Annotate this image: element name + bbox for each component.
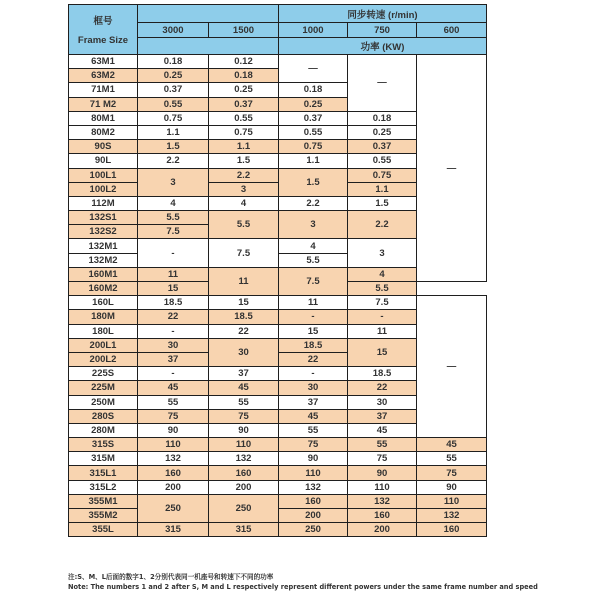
frame-cell: 100L2 xyxy=(69,182,138,196)
power-750: 2.2 xyxy=(348,211,417,239)
power-750: 200 xyxy=(348,523,417,537)
power-3000: 132 xyxy=(138,452,209,466)
power-3000: - xyxy=(138,239,209,267)
frame-cell: 315M xyxy=(69,452,138,466)
frame-cell: 132S2 xyxy=(69,225,138,239)
power-1000: 18.5 xyxy=(279,338,348,352)
power-600: 75 xyxy=(417,466,487,480)
power-750: 75 xyxy=(348,452,417,466)
power-1500: 1.5 xyxy=(209,154,279,168)
power-3000: 0.25 xyxy=(138,69,209,83)
power-750: 3 xyxy=(348,239,417,267)
power-1000: 1.5 xyxy=(279,168,348,196)
power-3000: 1.5 xyxy=(138,140,209,154)
frame-size-header-en: Frame Size xyxy=(77,35,129,46)
power-3000: 250 xyxy=(138,494,209,522)
power-750: 22 xyxy=(348,381,417,395)
power-1500: 18.5 xyxy=(209,310,279,324)
frame-cell: 160L xyxy=(69,296,138,310)
power-3000: 4 xyxy=(138,196,209,210)
frame-cell: 315L2 xyxy=(69,480,138,494)
speed-750: 750 xyxy=(348,23,417,38)
power-3000: 2.2 xyxy=(138,154,209,168)
power-750: 37 xyxy=(348,409,417,423)
table-row xyxy=(69,438,487,452)
power-1000: - xyxy=(279,310,348,324)
power-header-blank xyxy=(138,38,279,55)
power-1000: 45 xyxy=(279,409,348,423)
power-3000: - xyxy=(138,367,209,381)
power-3000: 15 xyxy=(138,282,209,296)
frame-cell: 80M1 xyxy=(69,111,138,125)
power-1000: - xyxy=(279,367,348,381)
frame-size-header xyxy=(69,5,138,55)
power-1000: 30 xyxy=(279,381,348,395)
power-1500: 4 xyxy=(209,196,279,210)
power-1000: 0.55 xyxy=(279,125,348,139)
power-1500: 15 xyxy=(209,296,279,310)
power-3000: 55 xyxy=(138,395,209,409)
power-3000: 110 xyxy=(138,438,209,452)
power-1000: 7.5 xyxy=(279,267,348,295)
power-750: 5.5 xyxy=(348,282,417,296)
frame-cell: 160M1 xyxy=(69,267,138,281)
power-1000: 55 xyxy=(279,423,348,437)
power-1000: 160 xyxy=(279,494,348,508)
power-750: 132 xyxy=(348,494,417,508)
power-600: 45 xyxy=(417,438,487,452)
power-1000: — xyxy=(279,55,348,83)
power-1500: 315 xyxy=(209,523,279,537)
table-row xyxy=(69,494,487,508)
speed-600: 600 xyxy=(417,23,487,38)
frame-cell: 180M xyxy=(69,310,138,324)
power-750: 7.5 xyxy=(348,296,417,310)
speed-1500: 1500 xyxy=(209,23,279,38)
power-750: 110 xyxy=(348,480,417,494)
frame-cell: 112M xyxy=(69,196,138,210)
power-3000: 160 xyxy=(138,466,209,480)
power-1500: 45 xyxy=(209,381,279,395)
speed-3000: 3000 xyxy=(138,23,209,38)
power-3000: 30 xyxy=(138,338,209,352)
power-1500: 0.25 xyxy=(209,83,279,97)
power-750: 0.25 xyxy=(348,125,417,139)
power-600: 160 xyxy=(417,523,487,537)
power-600: — xyxy=(417,55,487,282)
power-3000: 18.5 xyxy=(138,296,209,310)
power-1000: 4 xyxy=(279,239,348,253)
power-1500: 110 xyxy=(209,438,279,452)
power-750: 0.75 xyxy=(348,168,417,182)
power-1000: 11 xyxy=(279,296,348,310)
table-row xyxy=(69,523,487,537)
power-600: 132 xyxy=(417,509,487,523)
power-3000: 0.75 xyxy=(138,111,209,125)
speed-1000: 1000 xyxy=(279,23,348,38)
power-3000: 11 xyxy=(138,267,209,281)
power-1000: 37 xyxy=(279,395,348,409)
power-1000: 250 xyxy=(279,523,348,537)
frame-cell: 100L1 xyxy=(69,168,138,182)
frame-cell: 355L xyxy=(69,523,138,537)
frame-cell: 315S xyxy=(69,438,138,452)
power-1000: 15 xyxy=(279,324,348,338)
power-1000: 110 xyxy=(279,466,348,480)
power-750: 1.1 xyxy=(348,182,417,196)
power-1500: 37 xyxy=(209,367,279,381)
power-1500: 0.18 xyxy=(209,69,279,83)
frame-cell: 63M1 xyxy=(69,55,138,69)
power-3000: 45 xyxy=(138,381,209,395)
power-1000: 1.1 xyxy=(279,154,348,168)
frame-size-header-cn: 框号 xyxy=(93,16,113,27)
frame-cell: 315L1 xyxy=(69,466,138,480)
power-header: 功率 (KW) xyxy=(279,38,487,55)
power-1000: 22 xyxy=(279,352,348,366)
frame-cell: 132S1 xyxy=(69,211,138,225)
power-750: 45 xyxy=(348,423,417,437)
power-1500: 11 xyxy=(209,267,279,295)
power-750: 90 xyxy=(348,466,417,480)
power-1500: 160 xyxy=(209,466,279,480)
power-1500: 200 xyxy=(209,480,279,494)
power-600: — xyxy=(417,296,487,438)
power-1000: 75 xyxy=(279,438,348,452)
power-750: - xyxy=(348,310,417,324)
power-1500: 7.5 xyxy=(209,239,279,267)
power-3000: 200 xyxy=(138,480,209,494)
power-1000: 5.5 xyxy=(279,253,348,267)
power-750: 30 xyxy=(348,395,417,409)
power-1000: 132 xyxy=(279,480,348,494)
power-1000: 3 xyxy=(279,211,348,239)
frame-cell: 71M1 xyxy=(69,83,138,97)
power-750: — xyxy=(348,55,417,112)
frame-cell: 225M xyxy=(69,381,138,395)
power-1500: 1.1 xyxy=(209,140,279,154)
power-1000: 90 xyxy=(279,452,348,466)
power-750: 4 xyxy=(348,267,417,281)
table-row xyxy=(69,480,487,494)
frame-cell: 280S xyxy=(69,409,138,423)
power-750: 0.18 xyxy=(348,111,417,125)
power-3000: 75 xyxy=(138,409,209,423)
power-750: 160 xyxy=(348,509,417,523)
power-3000: 90 xyxy=(138,423,209,437)
power-1000: 0.25 xyxy=(279,97,348,111)
power-1000: 0.75 xyxy=(279,140,348,154)
frame-cell: 160M2 xyxy=(69,282,138,296)
note-chinese: 注:S、M、L后面的数字1、2分别代表同一机座号和转速下不同的功率 xyxy=(68,573,274,581)
power-1000: 2.2 xyxy=(279,196,348,210)
power-750: 15 xyxy=(348,338,417,366)
table-row xyxy=(69,452,487,466)
speed-header-blank xyxy=(138,5,279,23)
motor-power-table xyxy=(68,4,487,537)
power-1500: 0.37 xyxy=(209,97,279,111)
power-600: 110 xyxy=(417,494,487,508)
frame-cell: 71 M2 xyxy=(69,97,138,111)
frame-cell: 132M2 xyxy=(69,253,138,267)
power-600: 55 xyxy=(417,452,487,466)
power-1500: 250 xyxy=(209,494,279,522)
power-1500: 90 xyxy=(209,423,279,437)
frame-cell: 63M2 xyxy=(69,69,138,83)
power-1500: 0.12 xyxy=(209,55,279,69)
power-3000: - xyxy=(138,324,209,338)
frame-cell: 355M1 xyxy=(69,494,138,508)
frame-cell: 132M1 xyxy=(69,239,138,253)
table-row xyxy=(69,296,487,310)
frame-cell: 250M xyxy=(69,395,138,409)
power-750: 55 xyxy=(348,438,417,452)
power-1500: 75 xyxy=(209,409,279,423)
frame-cell: 280M xyxy=(69,423,138,437)
power-750: 18.5 xyxy=(348,367,417,381)
power-3000: 0.18 xyxy=(138,55,209,69)
frame-cell: 200L2 xyxy=(69,352,138,366)
power-600: 90 xyxy=(417,480,487,494)
power-1500: 30 xyxy=(209,338,279,366)
table-row xyxy=(69,55,487,69)
power-1500: 2.2 xyxy=(209,168,279,182)
table-row xyxy=(69,466,487,480)
power-750: 11 xyxy=(348,324,417,338)
power-1500: 132 xyxy=(209,452,279,466)
power-1500: 5.5 xyxy=(209,211,279,239)
power-3000: 37 xyxy=(138,352,209,366)
power-3000: 0.55 xyxy=(138,97,209,111)
power-750: 0.55 xyxy=(348,154,417,168)
power-750: 0.37 xyxy=(348,140,417,154)
frame-cell: 225S xyxy=(69,367,138,381)
frame-cell: 90S xyxy=(69,140,138,154)
power-1500: 0.75 xyxy=(209,125,279,139)
power-1500: 22 xyxy=(209,324,279,338)
frame-cell: 355M2 xyxy=(69,509,138,523)
frame-cell: 200L1 xyxy=(69,338,138,352)
power-750: 1.5 xyxy=(348,196,417,210)
frame-cell: 90L xyxy=(69,154,138,168)
power-3000: 0.37 xyxy=(138,83,209,97)
frame-cell: 80M2 xyxy=(69,125,138,139)
frame-cell: 180L xyxy=(69,324,138,338)
power-3000: 315 xyxy=(138,523,209,537)
power-1500: 55 xyxy=(209,395,279,409)
power-1000: 0.18 xyxy=(279,83,348,97)
power-3000: 1.1 xyxy=(138,125,209,139)
power-3000: 7.5 xyxy=(138,225,209,239)
power-3000: 3 xyxy=(138,168,209,196)
power-3000: 5.5 xyxy=(138,211,209,225)
power-3000: 22 xyxy=(138,310,209,324)
power-1500: 3 xyxy=(209,182,279,196)
power-1000: 200 xyxy=(279,509,348,523)
power-1500: 0.55 xyxy=(209,111,279,125)
speed-header: 同步转速 (r/min) xyxy=(279,5,487,23)
power-1000: 0.37 xyxy=(279,111,348,125)
note-english: Note: The numbers 1 and 2 after S, M and L respectively represent different powers under the same frame number and speed xyxy=(68,583,538,591)
